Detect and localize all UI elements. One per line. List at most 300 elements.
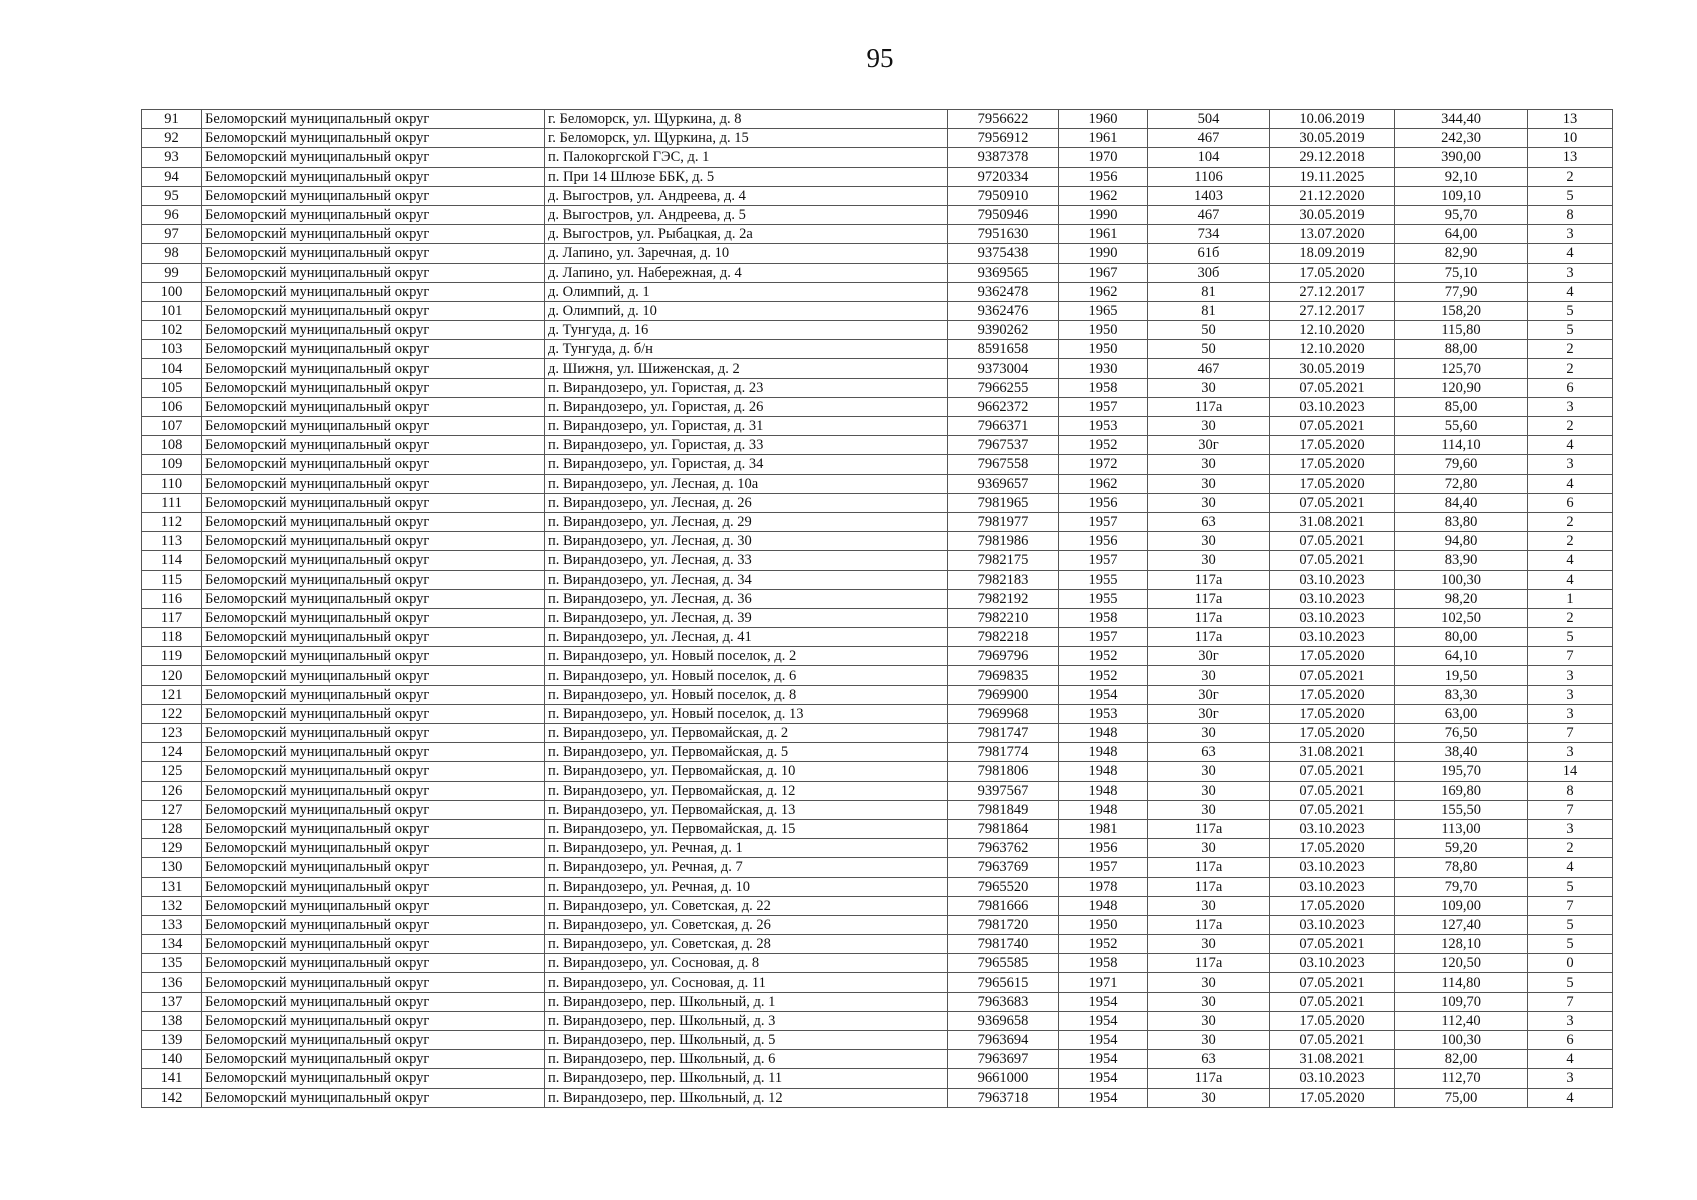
document-number-cell: 30 <box>1148 474 1270 493</box>
row-number-cell: 114 <box>142 551 202 570</box>
row-number-cell: 95 <box>142 186 202 205</box>
district-cell: Беломорский муниципальный округ <box>202 244 545 263</box>
document-date-cell: 03.10.2023 <box>1270 915 1395 934</box>
residents-count-cell: 7 <box>1528 800 1613 819</box>
area-cell: 84,40 <box>1395 493 1528 512</box>
area-cell: 109,10 <box>1395 186 1528 205</box>
row-number-cell: 131 <box>142 877 202 896</box>
building-code-cell: 7963697 <box>948 1050 1059 1069</box>
district-cell: Беломорский муниципальный округ <box>202 973 545 992</box>
document-date-cell: 07.05.2021 <box>1270 532 1395 551</box>
row-number-cell: 117 <box>142 608 202 627</box>
document-number-cell: 30 <box>1148 455 1270 474</box>
build-year-cell: 1952 <box>1059 436 1148 455</box>
row-number-cell: 134 <box>142 935 202 954</box>
area-cell: 125,70 <box>1395 359 1528 378</box>
document-date-cell: 17.05.2020 <box>1270 839 1395 858</box>
build-year-cell: 1958 <box>1059 378 1148 397</box>
document-number-cell: 50 <box>1148 340 1270 359</box>
address-cell: п. Вирандозеро, ул. Первомайская, д. 13 <box>545 800 948 819</box>
document-date-cell: 31.08.2021 <box>1270 1050 1395 1069</box>
document-number-cell: 467 <box>1148 205 1270 224</box>
row-number-cell: 113 <box>142 532 202 551</box>
district-cell: Беломорский муниципальный округ <box>202 858 545 877</box>
building-code-cell: 7982192 <box>948 589 1059 608</box>
build-year-cell: 1957 <box>1059 512 1148 531</box>
document-date-cell: 07.05.2021 <box>1270 666 1395 685</box>
address-cell: п. Вирандозеро, ул. Лесная, д. 29 <box>545 512 948 531</box>
row-number-cell: 126 <box>142 781 202 800</box>
address-cell: п. Вирандозеро, ул. Гористая, д. 23 <box>545 378 948 397</box>
building-code-cell: 7982218 <box>948 628 1059 647</box>
building-code-cell: 7963718 <box>948 1088 1059 1107</box>
row-number-cell: 94 <box>142 167 202 186</box>
row-number-cell: 104 <box>142 359 202 378</box>
document-number-cell: 30б <box>1148 263 1270 282</box>
build-year-cell: 1971 <box>1059 973 1148 992</box>
document-number-cell: 117а <box>1148 915 1270 934</box>
table-row <box>142 915 1613 934</box>
build-year-cell: 1955 <box>1059 570 1148 589</box>
build-year-cell: 1956 <box>1059 167 1148 186</box>
document-number-cell: 30г <box>1148 685 1270 704</box>
residents-count-cell: 3 <box>1528 455 1613 474</box>
document-number-cell: 1403 <box>1148 186 1270 205</box>
residents-count-cell: 4 <box>1528 570 1613 589</box>
address-cell: п. Вирандозеро, ул. Сосновая, д. 11 <box>545 973 948 992</box>
build-year-cell: 1950 <box>1059 321 1148 340</box>
build-year-cell: 1962 <box>1059 474 1148 493</box>
residents-count-cell: 2 <box>1528 839 1613 858</box>
area-cell: 92,10 <box>1395 167 1528 186</box>
row-number-cell: 102 <box>142 321 202 340</box>
residents-count-cell: 7 <box>1528 992 1613 1011</box>
document-number-cell: 30 <box>1148 839 1270 858</box>
district-cell: Беломорский муниципальный округ <box>202 704 545 723</box>
row-number-cell: 101 <box>142 301 202 320</box>
area-cell: 112,70 <box>1395 1069 1528 1088</box>
building-code-cell: 7981986 <box>948 532 1059 551</box>
table-row <box>142 244 1613 263</box>
row-number-cell: 125 <box>142 762 202 781</box>
building-code-cell: 7981864 <box>948 819 1059 838</box>
district-cell: Беломорский муниципальный округ <box>202 992 545 1011</box>
build-year-cell: 1948 <box>1059 781 1148 800</box>
table-row <box>142 340 1613 359</box>
table-row <box>142 397 1613 416</box>
row-number-cell: 103 <box>142 340 202 359</box>
address-cell: п. Вирандозеро, ул. Новый поселок, д. 13 <box>545 704 948 723</box>
table-row <box>142 455 1613 474</box>
building-code-cell: 7966371 <box>948 417 1059 436</box>
row-number-cell: 98 <box>142 244 202 263</box>
building-code-cell: 7967537 <box>948 436 1059 455</box>
table-row <box>142 532 1613 551</box>
district-cell: Беломорский муниципальный округ <box>202 666 545 685</box>
address-cell: п. Вирандозеро, пер. Школьный, д. 3 <box>545 1011 948 1030</box>
document-date-cell: 31.08.2021 <box>1270 743 1395 762</box>
residents-count-cell: 5 <box>1528 186 1613 205</box>
build-year-cell: 1965 <box>1059 301 1148 320</box>
table-row <box>142 1011 1613 1030</box>
table-row <box>142 877 1613 896</box>
district-cell: Беломорский муниципальный округ <box>202 340 545 359</box>
area-cell: 169,80 <box>1395 781 1528 800</box>
building-code-cell: 7963683 <box>948 992 1059 1011</box>
build-year-cell: 1960 <box>1059 110 1148 129</box>
build-year-cell: 1952 <box>1059 666 1148 685</box>
district-cell: Беломорский муниципальный округ <box>202 282 545 301</box>
document-number-cell: 30 <box>1148 378 1270 397</box>
document-date-cell: 12.10.2020 <box>1270 321 1395 340</box>
building-code-cell: 7965585 <box>948 954 1059 973</box>
table-row <box>142 129 1613 148</box>
build-year-cell: 1972 <box>1059 455 1148 474</box>
build-year-cell: 1954 <box>1059 992 1148 1011</box>
document-date-cell: 17.05.2020 <box>1270 1088 1395 1107</box>
table-row <box>142 225 1613 244</box>
table-row <box>142 1088 1613 1107</box>
document-number-cell: 81 <box>1148 282 1270 301</box>
area-cell: 75,00 <box>1395 1088 1528 1107</box>
building-code-cell: 7981740 <box>948 935 1059 954</box>
row-number-cell: 112 <box>142 512 202 531</box>
district-cell: Беломорский муниципальный округ <box>202 915 545 934</box>
document-number-cell: 30 <box>1148 666 1270 685</box>
address-cell: п. Вирандозеро, ул. Гористая, д. 26 <box>545 397 948 416</box>
document-date-cell: 30.05.2019 <box>1270 205 1395 224</box>
row-number-cell: 106 <box>142 397 202 416</box>
building-code-cell: 7981774 <box>948 743 1059 762</box>
row-number-cell: 130 <box>142 858 202 877</box>
residents-count-cell: 10 <box>1528 129 1613 148</box>
area-cell: 109,70 <box>1395 992 1528 1011</box>
residents-count-cell: 0 <box>1528 954 1613 973</box>
area-cell: 82,00 <box>1395 1050 1528 1069</box>
district-cell: Беломорский муниципальный округ <box>202 378 545 397</box>
table-row <box>142 743 1613 762</box>
residents-count-cell: 7 <box>1528 647 1613 666</box>
area-cell: 109,00 <box>1395 896 1528 915</box>
residents-count-cell: 5 <box>1528 321 1613 340</box>
residents-count-cell: 7 <box>1528 724 1613 743</box>
address-cell: д. Лапино, ул. Набережная, д. 4 <box>545 263 948 282</box>
residents-count-cell: 2 <box>1528 359 1613 378</box>
row-number-cell: 92 <box>142 129 202 148</box>
row-number-cell: 108 <box>142 436 202 455</box>
build-year-cell: 1956 <box>1059 493 1148 512</box>
row-number-cell: 110 <box>142 474 202 493</box>
area-cell: 72,80 <box>1395 474 1528 493</box>
residents-count-cell: 6 <box>1528 493 1613 512</box>
build-year-cell: 1990 <box>1059 244 1148 263</box>
area-cell: 59,20 <box>1395 839 1528 858</box>
document-date-cell: 03.10.2023 <box>1270 858 1395 877</box>
building-code-cell: 7969835 <box>948 666 1059 685</box>
district-cell: Беломорский муниципальный округ <box>202 321 545 340</box>
area-cell: 83,90 <box>1395 551 1528 570</box>
document-number-cell: 30 <box>1148 1088 1270 1107</box>
document-date-cell: 12.10.2020 <box>1270 340 1395 359</box>
district-cell: Беломорский муниципальный округ <box>202 551 545 570</box>
document-number-cell: 63 <box>1148 512 1270 531</box>
build-year-cell: 1930 <box>1059 359 1148 378</box>
building-code-cell: 7965615 <box>948 973 1059 992</box>
area-cell: 77,90 <box>1395 282 1528 301</box>
building-code-cell: 7981666 <box>948 896 1059 915</box>
table-row <box>142 493 1613 512</box>
document-date-cell: 17.05.2020 <box>1270 474 1395 493</box>
address-cell: п. Вирандозеро, ул. Первомайская, д. 5 <box>545 743 948 762</box>
district-cell: Беломорский муниципальный округ <box>202 839 545 858</box>
address-cell: д. Выгостров, ул. Рыбацкая, д. 2а <box>545 225 948 244</box>
area-cell: 82,90 <box>1395 244 1528 263</box>
table-row <box>142 724 1613 743</box>
build-year-cell: 1952 <box>1059 647 1148 666</box>
build-year-cell: 1957 <box>1059 858 1148 877</box>
area-cell: 102,50 <box>1395 608 1528 627</box>
address-cell: п. Вирандозеро, ул. Лесная, д. 26 <box>545 493 948 512</box>
address-cell: г. Беломорск, ул. Щуркина, д. 15 <box>545 129 948 148</box>
address-cell: п. Вирандозеро, ул. Лесная, д. 30 <box>545 532 948 551</box>
table-row <box>142 417 1613 436</box>
residents-count-cell: 14 <box>1528 762 1613 781</box>
row-number-cell: 96 <box>142 205 202 224</box>
district-cell: Беломорский муниципальный округ <box>202 1031 545 1050</box>
document-number-cell: 117а <box>1148 628 1270 647</box>
area-cell: 98,20 <box>1395 589 1528 608</box>
table-row <box>142 819 1613 838</box>
table-row <box>142 474 1613 493</box>
document-date-cell: 17.05.2020 <box>1270 647 1395 666</box>
district-cell: Беломорский муниципальный округ <box>202 186 545 205</box>
build-year-cell: 1954 <box>1059 1069 1148 1088</box>
row-number-cell: 139 <box>142 1031 202 1050</box>
table-row <box>142 378 1613 397</box>
row-number-cell: 105 <box>142 378 202 397</box>
document-date-cell: 03.10.2023 <box>1270 954 1395 973</box>
residents-count-cell: 4 <box>1528 1050 1613 1069</box>
building-code-cell: 7969968 <box>948 704 1059 723</box>
document-number-cell: 30 <box>1148 973 1270 992</box>
building-code-cell: 9362476 <box>948 301 1059 320</box>
building-code-cell: 8591658 <box>948 340 1059 359</box>
residents-count-cell: 5 <box>1528 935 1613 954</box>
build-year-cell: 1958 <box>1059 608 1148 627</box>
residents-count-cell: 2 <box>1528 608 1613 627</box>
document-date-cell: 17.05.2020 <box>1270 263 1395 282</box>
area-cell: 75,10 <box>1395 263 1528 282</box>
page-number: 95 <box>866 43 894 73</box>
address-cell: д. Лапино, ул. Заречная, д. 10 <box>545 244 948 263</box>
address-cell: п. Вирандозеро, ул. Советская, д. 22 <box>545 896 948 915</box>
residents-count-cell: 8 <box>1528 781 1613 800</box>
build-year-cell: 1955 <box>1059 589 1148 608</box>
document-number-cell: 63 <box>1148 1050 1270 1069</box>
document-number-cell: 467 <box>1148 359 1270 378</box>
address-cell: п. Вирандозеро, ул. Сосновая, д. 8 <box>545 954 948 973</box>
document-date-cell: 17.05.2020 <box>1270 704 1395 723</box>
residents-count-cell: 3 <box>1528 819 1613 838</box>
table-row <box>142 954 1613 973</box>
table-row <box>142 647 1613 666</box>
residents-count-cell: 3 <box>1528 685 1613 704</box>
table-row <box>142 628 1613 647</box>
address-cell: п. Вирандозеро, ул. Лесная, д. 41 <box>545 628 948 647</box>
area-cell: 64,10 <box>1395 647 1528 666</box>
table-row <box>142 685 1613 704</box>
district-cell: Беломорский муниципальный округ <box>202 762 545 781</box>
district-cell: Беломорский муниципальный округ <box>202 301 545 320</box>
address-cell: п. Вирандозеро, ул. Новый поселок, д. 6 <box>545 666 948 685</box>
building-code-cell: 7969796 <box>948 647 1059 666</box>
address-cell: п. При 14 Шлюзе ББК, д. 5 <box>545 167 948 186</box>
district-cell: Беломорский муниципальный округ <box>202 225 545 244</box>
table-row <box>142 781 1613 800</box>
residents-count-cell: 13 <box>1528 110 1613 129</box>
document-number-cell: 30 <box>1148 1031 1270 1050</box>
document-number-cell: 61б <box>1148 244 1270 263</box>
district-cell: Беломорский муниципальный округ <box>202 512 545 531</box>
address-cell: г. Беломорск, ул. Щуркина, д. 8 <box>545 110 948 129</box>
area-cell: 113,00 <box>1395 819 1528 838</box>
row-number-cell: 99 <box>142 263 202 282</box>
document-number-cell: 467 <box>1148 129 1270 148</box>
table-row <box>142 800 1613 819</box>
document-number-cell: 117а <box>1148 570 1270 589</box>
document-number-cell: 30 <box>1148 800 1270 819</box>
area-cell: 85,00 <box>1395 397 1528 416</box>
address-cell: п. Вирандозеро, ул. Гористая, д. 31 <box>545 417 948 436</box>
building-code-cell: 7963769 <box>948 858 1059 877</box>
area-cell: 120,50 <box>1395 954 1528 973</box>
table-row <box>142 551 1613 570</box>
document-date-cell: 17.05.2020 <box>1270 1011 1395 1030</box>
area-cell: 38,40 <box>1395 743 1528 762</box>
building-code-cell: 7963762 <box>948 839 1059 858</box>
building-code-cell: 9390262 <box>948 321 1059 340</box>
document-date-cell: 30.05.2019 <box>1270 359 1395 378</box>
residents-count-cell: 2 <box>1528 532 1613 551</box>
address-cell: п. Вирандозеро, ул. Первомайская, д. 10 <box>545 762 948 781</box>
area-cell: 19,50 <box>1395 666 1528 685</box>
document-number-cell: 117а <box>1148 589 1270 608</box>
document-date-cell: 07.05.2021 <box>1270 378 1395 397</box>
row-number-cell: 109 <box>142 455 202 474</box>
area-cell: 79,60 <box>1395 455 1528 474</box>
district-cell: Беломорский муниципальный округ <box>202 493 545 512</box>
district-cell: Беломорский муниципальный округ <box>202 781 545 800</box>
area-cell: 344,40 <box>1395 110 1528 129</box>
build-year-cell: 1954 <box>1059 685 1148 704</box>
residents-count-cell: 7 <box>1528 896 1613 915</box>
building-code-cell: 9661000 <box>948 1069 1059 1088</box>
document-date-cell: 13.07.2020 <box>1270 225 1395 244</box>
document-number-cell: 104 <box>1148 148 1270 167</box>
document-number-cell: 30 <box>1148 1011 1270 1030</box>
build-year-cell: 1948 <box>1059 896 1148 915</box>
build-year-cell: 1948 <box>1059 743 1148 762</box>
document-date-cell: 03.10.2023 <box>1270 589 1395 608</box>
area-cell: 114,10 <box>1395 436 1528 455</box>
build-year-cell: 1948 <box>1059 762 1148 781</box>
building-code-cell: 7950910 <box>948 186 1059 205</box>
document-date-cell: 03.10.2023 <box>1270 570 1395 589</box>
district-cell: Беломорский муниципальный округ <box>202 110 545 129</box>
area-cell: 78,80 <box>1395 858 1528 877</box>
residents-count-cell: 4 <box>1528 1088 1613 1107</box>
table-row <box>142 436 1613 455</box>
document-number-cell: 30 <box>1148 762 1270 781</box>
area-cell: 64,00 <box>1395 225 1528 244</box>
district-cell: Беломорский муниципальный округ <box>202 819 545 838</box>
table-row <box>142 762 1613 781</box>
area-cell: 114,80 <box>1395 973 1528 992</box>
document-number-cell: 30 <box>1148 896 1270 915</box>
district-cell: Беломорский муниципальный округ <box>202 1050 545 1069</box>
address-cell: п. Вирандозеро, ул. Речная, д. 10 <box>545 877 948 896</box>
document-number-cell: 30 <box>1148 781 1270 800</box>
district-cell: Беломорский муниципальный округ <box>202 167 545 186</box>
building-code-cell: 7967558 <box>948 455 1059 474</box>
row-number-cell: 129 <box>142 839 202 858</box>
document-number-cell: 30г <box>1148 704 1270 723</box>
build-year-cell: 1954 <box>1059 1088 1148 1107</box>
build-year-cell: 1957 <box>1059 551 1148 570</box>
building-code-cell: 9662372 <box>948 397 1059 416</box>
district-cell: Беломорский муниципальный округ <box>202 800 545 819</box>
document-date-cell: 19.11.2025 <box>1270 167 1395 186</box>
row-number-cell: 138 <box>142 1011 202 1030</box>
building-code-cell: 9369565 <box>948 263 1059 282</box>
table-body <box>142 110 1613 1108</box>
building-code-cell: 7981977 <box>948 512 1059 531</box>
document-date-cell: 07.05.2021 <box>1270 762 1395 781</box>
build-year-cell: 1956 <box>1059 532 1148 551</box>
table-row <box>142 839 1613 858</box>
table-row <box>142 1031 1613 1050</box>
area-cell: 195,70 <box>1395 762 1528 781</box>
building-code-cell: 7982175 <box>948 551 1059 570</box>
row-number-cell: 128 <box>142 819 202 838</box>
row-number-cell: 97 <box>142 225 202 244</box>
district-cell: Беломорский муниципальный округ <box>202 589 545 608</box>
row-number-cell: 119 <box>142 647 202 666</box>
row-number-cell: 111 <box>142 493 202 512</box>
document-date-cell: 17.05.2020 <box>1270 436 1395 455</box>
area-cell: 55,60 <box>1395 417 1528 436</box>
table-row <box>142 167 1613 186</box>
build-year-cell: 1952 <box>1059 935 1148 954</box>
build-year-cell: 1950 <box>1059 915 1148 934</box>
row-number-cell: 132 <box>142 896 202 915</box>
area-cell: 158,20 <box>1395 301 1528 320</box>
document-number-cell: 30 <box>1148 532 1270 551</box>
residents-count-cell: 3 <box>1528 704 1613 723</box>
table-row <box>142 205 1613 224</box>
address-cell: п. Вирандозеро, пер. Школьный, д. 5 <box>545 1031 948 1050</box>
table-row <box>142 512 1613 531</box>
building-code-cell: 7981849 <box>948 800 1059 819</box>
address-cell: п. Вирандозеро, ул. Новый поселок, д. 2 <box>545 647 948 666</box>
table-row <box>142 148 1613 167</box>
area-cell: 95,70 <box>1395 205 1528 224</box>
document-number-cell: 117а <box>1148 608 1270 627</box>
building-code-cell: 7981965 <box>948 493 1059 512</box>
residents-count-cell: 4 <box>1528 436 1613 455</box>
building-code-cell: 9362478 <box>948 282 1059 301</box>
address-cell: п. Вирандозеро, ул. Новый поселок, д. 8 <box>545 685 948 704</box>
